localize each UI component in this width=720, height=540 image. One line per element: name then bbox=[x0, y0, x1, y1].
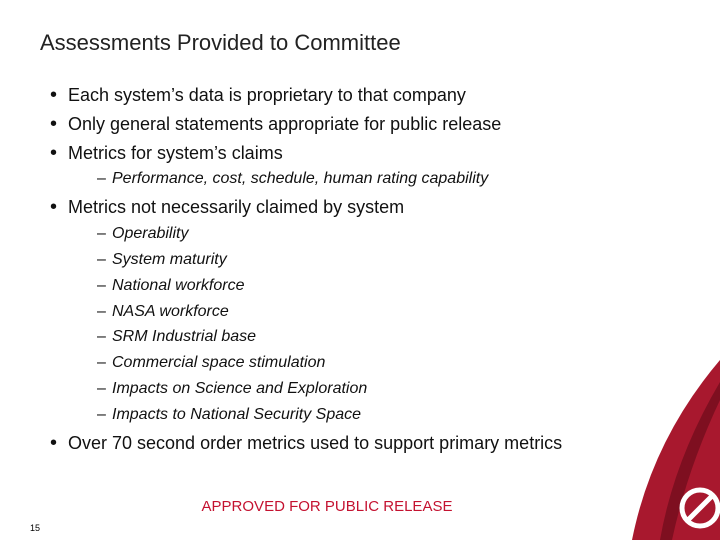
sub-text: Performance, cost, schedule, human rating capability bbox=[112, 170, 489, 187]
bullet-text: Each system’s data is proprietary to that company bbox=[68, 85, 466, 105]
footer-release-notice bbox=[0, 498, 720, 515]
sub-item bbox=[97, 380, 367, 398]
sub-text: NASA workforce bbox=[112, 303, 229, 320]
bullet-marker: • bbox=[50, 142, 58, 164]
sub-dash: – bbox=[97, 380, 106, 397]
bullet-text: Over 70 second order metrics used to support primary metrics bbox=[68, 433, 563, 453]
bullet-item bbox=[50, 142, 283, 165]
sub-text: National workforce bbox=[112, 277, 245, 294]
sub-dash: – bbox=[97, 328, 106, 345]
sub-text: Impacts to National Security Space bbox=[112, 406, 362, 423]
sub-item bbox=[97, 303, 229, 321]
sub-text: System maturity bbox=[112, 251, 227, 268]
bullet-item bbox=[50, 113, 501, 136]
sub-item bbox=[97, 170, 488, 188]
slide-title: Assessments Provided to Committee bbox=[40, 30, 401, 55]
bullet-item bbox=[50, 196, 404, 219]
sub-text: SRM Industrial base bbox=[112, 328, 257, 345]
sub-text: Impacts on Science and Exploration bbox=[112, 380, 368, 397]
sub-dash: – bbox=[97, 303, 106, 320]
bullet-text: Only general statements appropriate for public release bbox=[68, 114, 502, 134]
bullet-marker: • bbox=[50, 196, 58, 218]
sub-item bbox=[97, 328, 256, 346]
bullet-item bbox=[50, 84, 466, 107]
bullet-marker: • bbox=[50, 113, 58, 135]
brand-logo-icon bbox=[632, 360, 720, 540]
sub-text: Commercial space stimulation bbox=[112, 354, 326, 371]
sub-item bbox=[97, 277, 245, 295]
page-number: 15 bbox=[30, 523, 41, 533]
bullet-text: Metrics not necessarily claimed by system bbox=[68, 197, 405, 217]
bullet-item bbox=[50, 432, 562, 455]
sub-item bbox=[97, 406, 361, 424]
sub-dash: – bbox=[97, 170, 106, 187]
sub-item bbox=[97, 225, 188, 243]
sub-dash: – bbox=[97, 406, 106, 423]
sub-dash: – bbox=[97, 277, 106, 294]
bullet-marker: • bbox=[50, 432, 58, 454]
bullet-text: Metrics for system’s claims bbox=[68, 143, 283, 163]
sub-text: Operability bbox=[112, 225, 189, 242]
footer-text: APPROVED FOR PUBLIC RELEASE bbox=[201, 498, 453, 515]
sub-dash: – bbox=[97, 354, 106, 371]
sub-dash: – bbox=[97, 225, 106, 242]
sub-item bbox=[97, 354, 325, 372]
bullet-marker: • bbox=[50, 84, 58, 106]
sub-dash: – bbox=[97, 251, 106, 268]
sub-item bbox=[97, 251, 227, 269]
